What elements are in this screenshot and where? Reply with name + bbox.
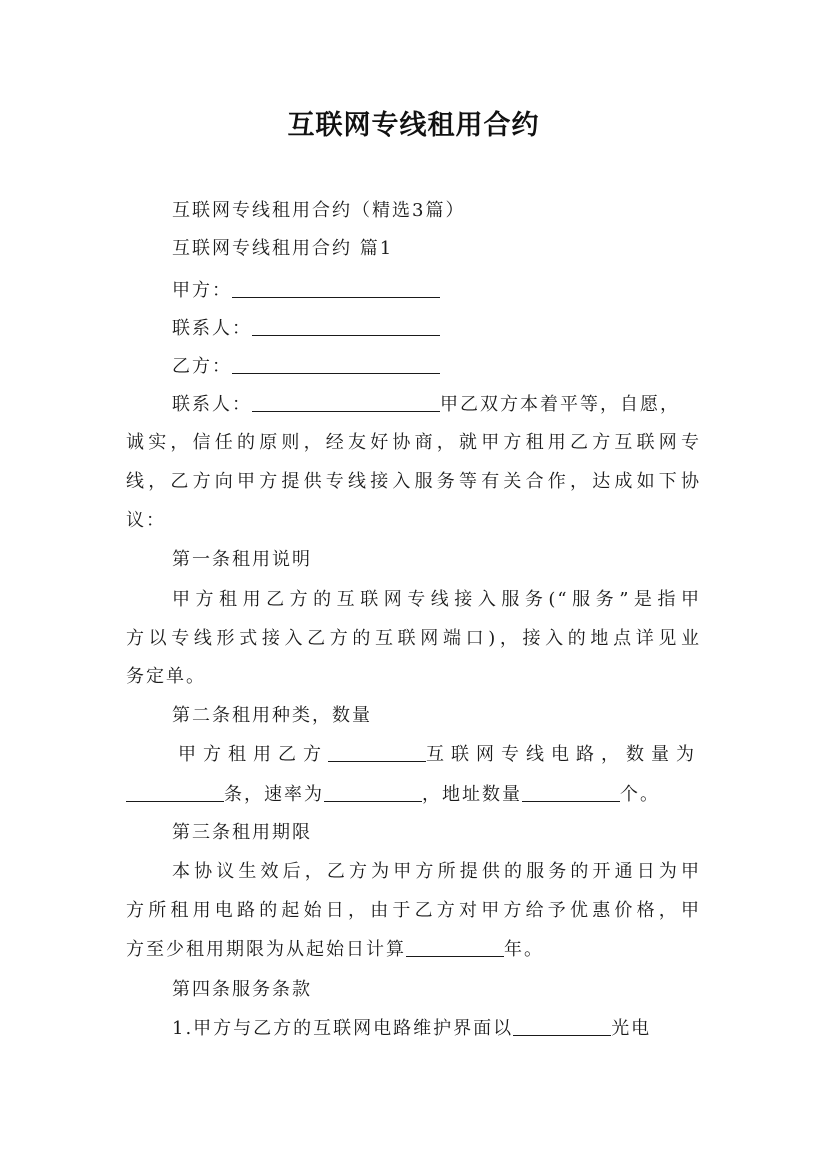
article-4-heading: 第四条服务条款	[172, 979, 312, 1000]
art2-text-b: 互联网专线电路，数量为	[426, 744, 701, 765]
article-2-heading: 第二条租用种类，数量	[172, 705, 372, 726]
art3-text-a: 方至少租用期限为从起始日计算	[126, 939, 406, 960]
contact-blank-1	[252, 317, 440, 336]
contact-line-1	[126, 317, 701, 341]
party-a-blank	[232, 279, 440, 298]
contact-label-1: 联系人：	[172, 318, 252, 339]
intro-line-2: 诚实，信任的原则，经友好协商，就甲方租用乙方互联网专	[126, 432, 701, 453]
maintenance-interface-blank	[513, 1017, 611, 1036]
article-2-line-1	[126, 743, 701, 767]
intro-line-4: 议：	[126, 510, 166, 531]
rate-blank	[324, 783, 422, 802]
art2-text-a: 甲方租用乙方	[178, 744, 328, 765]
part-heading: 互联网专线租用合约 篇1	[172, 238, 394, 259]
article-1-heading: 第一条租用说明	[172, 549, 312, 570]
article-3-line-1: 本协议生效后，乙方为甲方所提供的服务的开通日为甲	[172, 861, 701, 882]
contact-blank-2	[252, 393, 440, 412]
article-1-line-1: 甲方租用乙方的互联网专线接入服务(“服务”是指甲	[172, 589, 701, 610]
article-3-heading: 第三条租用期限	[172, 822, 312, 843]
party-a-line	[126, 279, 701, 303]
quantity-blank	[126, 783, 224, 802]
subtitle: 互联网专线租用合约（精选3篇）	[172, 200, 466, 221]
address-count-blank	[522, 783, 620, 802]
term-years-blank	[406, 938, 504, 957]
article-3-line-3	[126, 938, 701, 962]
party-b-line	[126, 355, 701, 379]
party-a-label: 甲方：	[172, 280, 232, 301]
art2-text-d: ，地址数量	[422, 784, 522, 805]
circuit-type-blank	[328, 743, 426, 762]
article-3-line-2: 方所租用电路的起始日，由于乙方对甲方给予优惠价格，甲	[126, 900, 701, 921]
article-2-line-2	[126, 783, 701, 807]
document-title: 互联网专线租用合约	[287, 110, 540, 141]
contact-label-2: 联系人：	[172, 394, 252, 415]
article-4-line-1	[126, 1017, 701, 1041]
intro-after-blank: 甲乙双方本着平等，自愿，	[440, 394, 680, 415]
contact-line-2	[126, 393, 701, 417]
art4-text-a: 1.甲方与乙方的互联网电路维护界面以	[172, 1018, 514, 1039]
intro-line-3: 线，乙方向甲方提供专线接入服务等有关合作，达成如下协	[126, 471, 701, 492]
party-b-blank	[232, 355, 440, 374]
party-b-label: 乙方：	[172, 356, 232, 377]
art2-text-c: 条，速率为	[224, 784, 324, 805]
art2-text-e: 个。	[620, 784, 660, 805]
art4-text-b: 光电	[611, 1018, 652, 1039]
art3-text-b: 年。	[504, 939, 544, 960]
article-1-line-3: 务定单。	[126, 666, 206, 687]
article-1-line-2: 方以专线形式接入乙方的互联网端口)，接入的地点详见业	[126, 628, 701, 649]
